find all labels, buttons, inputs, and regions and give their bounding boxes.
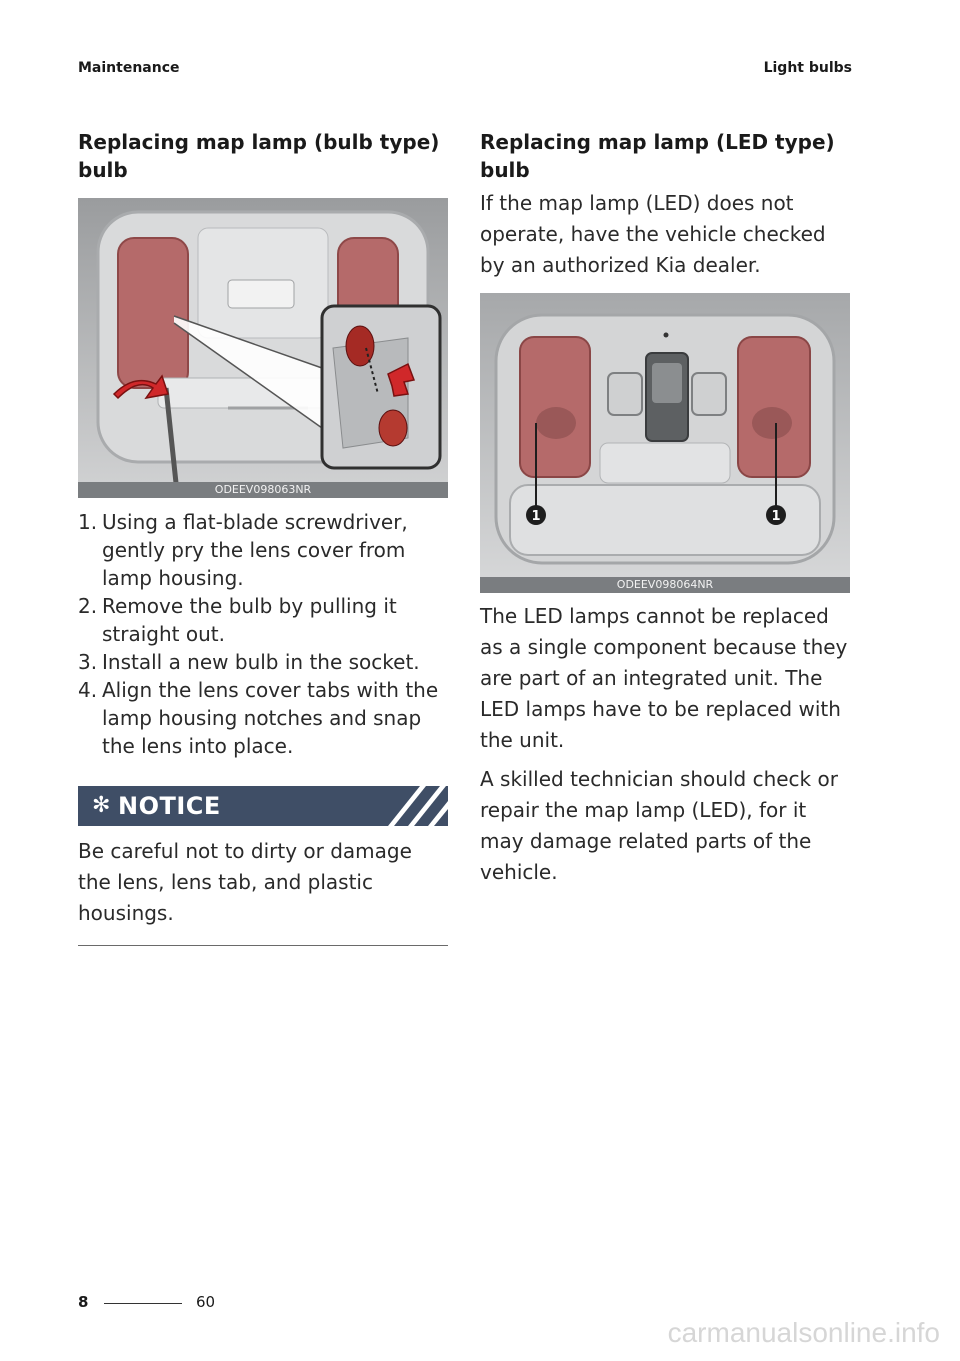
watermark: carmanualsonline.info [667,1317,940,1348]
notice-banner [78,786,448,826]
bulb-lamp-illustration [78,198,448,498]
led-lamp-illustration [480,293,850,593]
notice-title: NOTICE [118,792,221,820]
figure-code: ODEEV098064NR [480,577,850,593]
left-section-title: Replacing map lamp (bulb type) bulb [78,130,440,182]
list-item: 3. Install a new bulb in the socket. [78,650,420,674]
footer-divider [104,1303,182,1304]
footer-section-number: 8 [78,1293,89,1311]
bulb-type-figure [78,198,448,498]
notice-asterisk-icon: ✻ [92,793,111,818]
led-type-figure [480,293,850,593]
figure-code: ODEEV098063NR [78,482,448,498]
list-item: 2. Remove the bulb by pulling it straight out. [78,594,397,646]
list-item: 4. Align the lens cover tabs with the lamp housing notches and snap the lens into place. [78,678,439,758]
callout-label-left: 1 [531,509,541,524]
right-section-title: Replacing map lamp (LED type) bulb [480,130,835,182]
right-column [480,128,850,888]
notice-text: Be careful not to dirty or damage the lens, lens tab, and plastic housings. [78,839,412,925]
footer-page-number: 60 [196,1293,216,1311]
led-paragraph-1: The LED lamps cannot be replaced as a single component because they are part of an integrated unit. The LED lamps have to be replaced with the unit. [480,604,848,752]
header-topic: Light bulbs [763,60,852,76]
left-column [78,128,448,946]
list-item: 1. Using a flat-blade screwdriver, gently pry the lens cover from lamp housing. [78,510,408,590]
steps-list [78,508,448,760]
led-paragraph-2: A skilled technician should check or repair the map lamp (LED), for it may damage related parts of the vehicle. [480,767,838,884]
header-section: Maintenance [78,60,180,76]
led-intro-text: If the map lamp (LED) does not operate, have the vehicle checked by an authorized Kia dealer. [480,191,826,277]
notice-divider [78,945,448,946]
notice-stripes-icon [378,786,448,826]
callout-label-right: 1 [771,509,781,524]
